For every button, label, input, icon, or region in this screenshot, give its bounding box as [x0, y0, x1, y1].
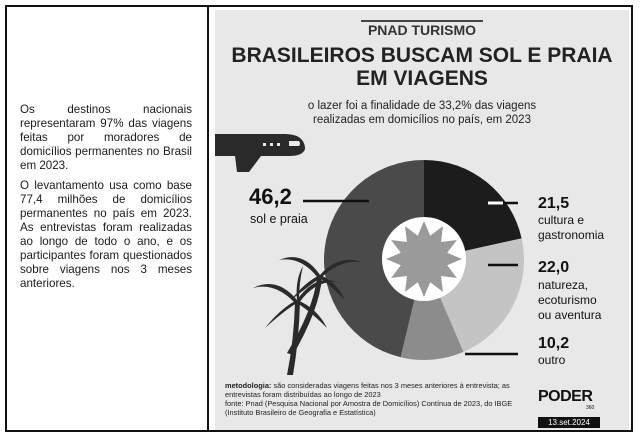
sidebar-text [20, 103, 192, 297]
slice-label-sol-value: 46,2 [249, 184, 292, 209]
column-divider [207, 5, 209, 432]
slice-label-cultura-text-2: gastronomia [538, 228, 605, 242]
slice-label-outro-value: 10,2 [538, 335, 570, 352]
poder360-logo [538, 388, 606, 410]
infographic-card [215, 10, 629, 430]
airplane-icon [215, 134, 305, 172]
kicker: PNAD TURISMO [367, 22, 477, 38]
slice-label-cultura-value: 21,5 [538, 195, 570, 212]
methodology-notes [225, 381, 525, 417]
notes-label: metodologia: [225, 381, 272, 390]
sidebar-paragraph-2: O levantamento usa como base 77,4 milhões de domicílios permanentes no país em 2023. As entrevistas foram realizadas ao longo de todo o ano, e os participantes foram questionados sobre viagens nos 3 meses anteriores. [20, 179, 192, 290]
slice-label-cultura-text-1: cultura e [538, 213, 585, 227]
sidebar-paragraph-1: Os destinos nacionais representaram 97% das viagens feitas por moradores de domicílios permanentes no Brasil em 2023. [20, 103, 192, 172]
chart-subtitle-line-2: realizadas em domicílios no país, em 2023 [313, 114, 531, 126]
slice-label-natureza-value: 22,0 [538, 259, 570, 276]
brand-name: PODER [538, 388, 593, 405]
chart-title-line-1: BRASILEIROS BUSCAM SOL E PRAIA [231, 44, 613, 67]
slice-label-natureza-text-2: ecoturismo [538, 293, 597, 307]
slice-label-sol-text: sol e praia [250, 212, 308, 226]
slice-label-outro-text: outro [538, 353, 566, 367]
pie-chart [215, 10, 629, 430]
date-badge: 13.set.2024 [538, 417, 600, 428]
notes-text: são consideradas viagens feitas nos 3 meses anteriores à entrevista; as entrevistas foram distribuídas ao longo de 2023 [225, 381, 510, 399]
source-text: fonte: Pnad (Pesquisa Nacional por Amostra de Domicílios) Contínua de 2023, do IBGE (Instituto Brasileiro de Geografia e Estatística) [225, 399, 513, 417]
brand-sub: 360 [586, 405, 595, 411]
slice-label-natureza-text-3: ou aventura [538, 308, 602, 322]
chart-title-line-2: EM VIAGENS [356, 67, 488, 90]
sun-icon [382, 217, 466, 301]
slice-label-natureza-text-1: natureza, [538, 278, 589, 292]
chart-subtitle-line-1: o lazer foi a finalidade de 33,2% das viagens [307, 100, 537, 112]
